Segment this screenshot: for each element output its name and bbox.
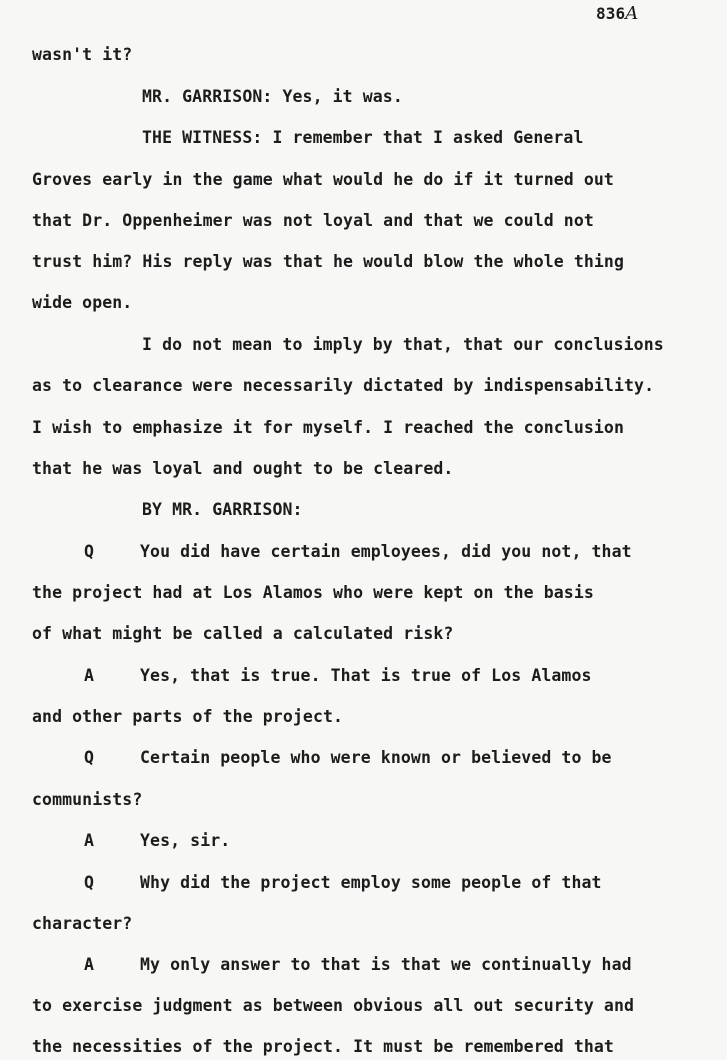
- transcript-line: Groves early in the game what would he do if it turned out: [32, 170, 614, 189]
- transcript-line: as to clearance were necessarily dictated by indispensability.: [32, 376, 655, 395]
- question-text: You did have certain employees, did you not, that: [140, 542, 632, 561]
- answer-label: A: [84, 666, 95, 685]
- transcript-line: wide open.: [32, 293, 133, 312]
- transcript-line: that Dr. Oppenheimer was not loyal and that we could not: [32, 211, 594, 230]
- transcript-line: to exercise judgment as between obvious all out security and: [32, 996, 635, 1015]
- transcript-line: THE WITNESS: I remember that I asked General: [142, 128, 584, 147]
- transcript-line: communists?: [32, 790, 143, 809]
- question-label: Q: [84, 542, 95, 561]
- question-label: Q: [84, 748, 95, 767]
- examination-heading: BY MR. GARRISON:: [142, 500, 303, 519]
- transcript-line: I do not mean to imply by that, that our conclusions: [142, 335, 664, 354]
- answer-text: Yes, that is true. That is true of Los Alamos: [140, 666, 592, 685]
- page-number-suffix: A: [625, 3, 639, 24]
- transcript-line: character?: [32, 914, 133, 933]
- answer-label: A: [84, 955, 95, 974]
- transcript-line: and other parts of the project.: [32, 707, 344, 726]
- page-number-digits: 836: [596, 4, 626, 23]
- answer-text: My only answer to that is that we continually had: [140, 955, 632, 974]
- answer-label: A: [84, 831, 95, 850]
- transcript-line: of what might be called a calculated risk?: [32, 624, 454, 643]
- page-number: [596, 4, 638, 24]
- answer-text: Yes, sir.: [140, 831, 231, 850]
- transcript-line: MR. GARRISON: Yes, it was.: [142, 87, 403, 106]
- transcript-line: that he was loyal and ought to be cleared.: [32, 459, 454, 478]
- transcript-line: wasn't it?: [32, 45, 133, 64]
- transcript-line: the necessities of the project. It must be remembered that: [32, 1037, 614, 1056]
- question-text: Why did the project employ some people of that: [140, 873, 602, 892]
- transcript-line: I wish to emphasize it for myself. I reached the conclusion: [32, 418, 624, 437]
- question-text: Certain people who were known or believed to be: [140, 748, 612, 767]
- transcript-line: trust him? His reply was that he would blow the whole thing: [32, 252, 624, 271]
- question-label: Q: [84, 873, 95, 892]
- transcript-line: the project had at Los Alamos who were kept on the basis: [32, 583, 594, 602]
